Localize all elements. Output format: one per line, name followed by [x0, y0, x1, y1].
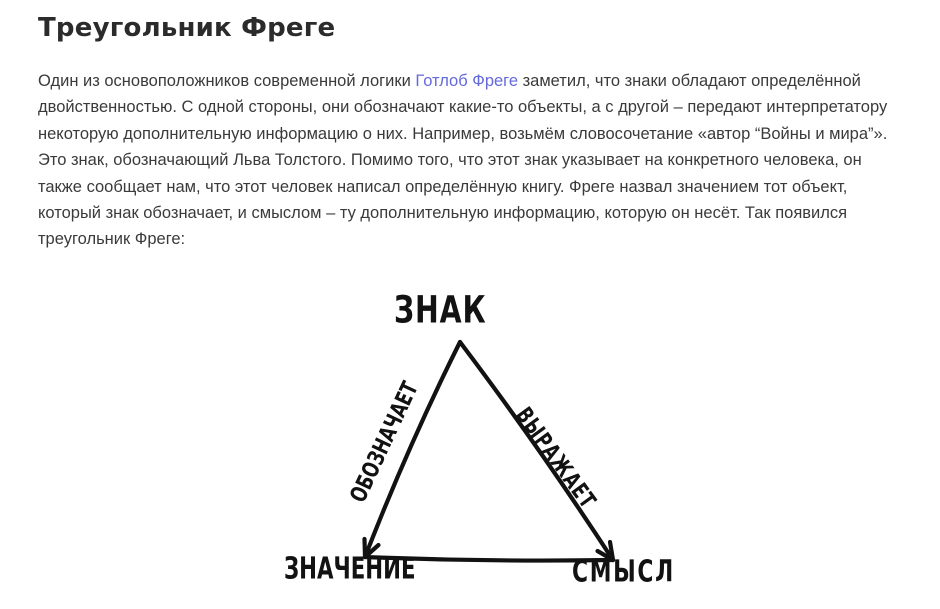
edge-label-denotes: ОБОЗНАЧАЕТ	[344, 377, 424, 507]
node-label-sense: СМЫСЛ	[572, 554, 675, 590]
gottlob-frege-link[interactable]: Готлоб Фреге	[415, 72, 518, 90]
node-label-sign: ЗНАК	[394, 287, 487, 332]
node-label-meaning: ЗНАЧЕНИЕ	[284, 551, 416, 587]
edge-label-expresses: ВЫРАЖАЕТ	[510, 402, 602, 514]
paragraph-text-after: заметил, что знаки обладают определённой двойственностью. С одной стороны, они обозначают какие-то объекты, а с другой – передают интерпретатору некоторую дополнительную информацию о них. Например, возьмём словосочетание «автор “Войны и мира”». Это знак, обозначающий Льва Толстого. Помимо того, что этот знак указывает на конкретного человека, он также сообщает нам, что этот человек написал определённую книгу. Фреге назвал значением тот объект, который знак обозначает, и смыслом – ту дополнительную информацию, которую он несёт. Так появился треугольник Фреге:	[38, 72, 888, 249]
intro-paragraph	[38, 68, 900, 253]
paragraph-text-before: Один из основоположников современной логики	[38, 72, 416, 90]
frege-triangle-diagram	[278, 282, 678, 597]
page-title: Треугольник Фреге	[38, 13, 336, 43]
